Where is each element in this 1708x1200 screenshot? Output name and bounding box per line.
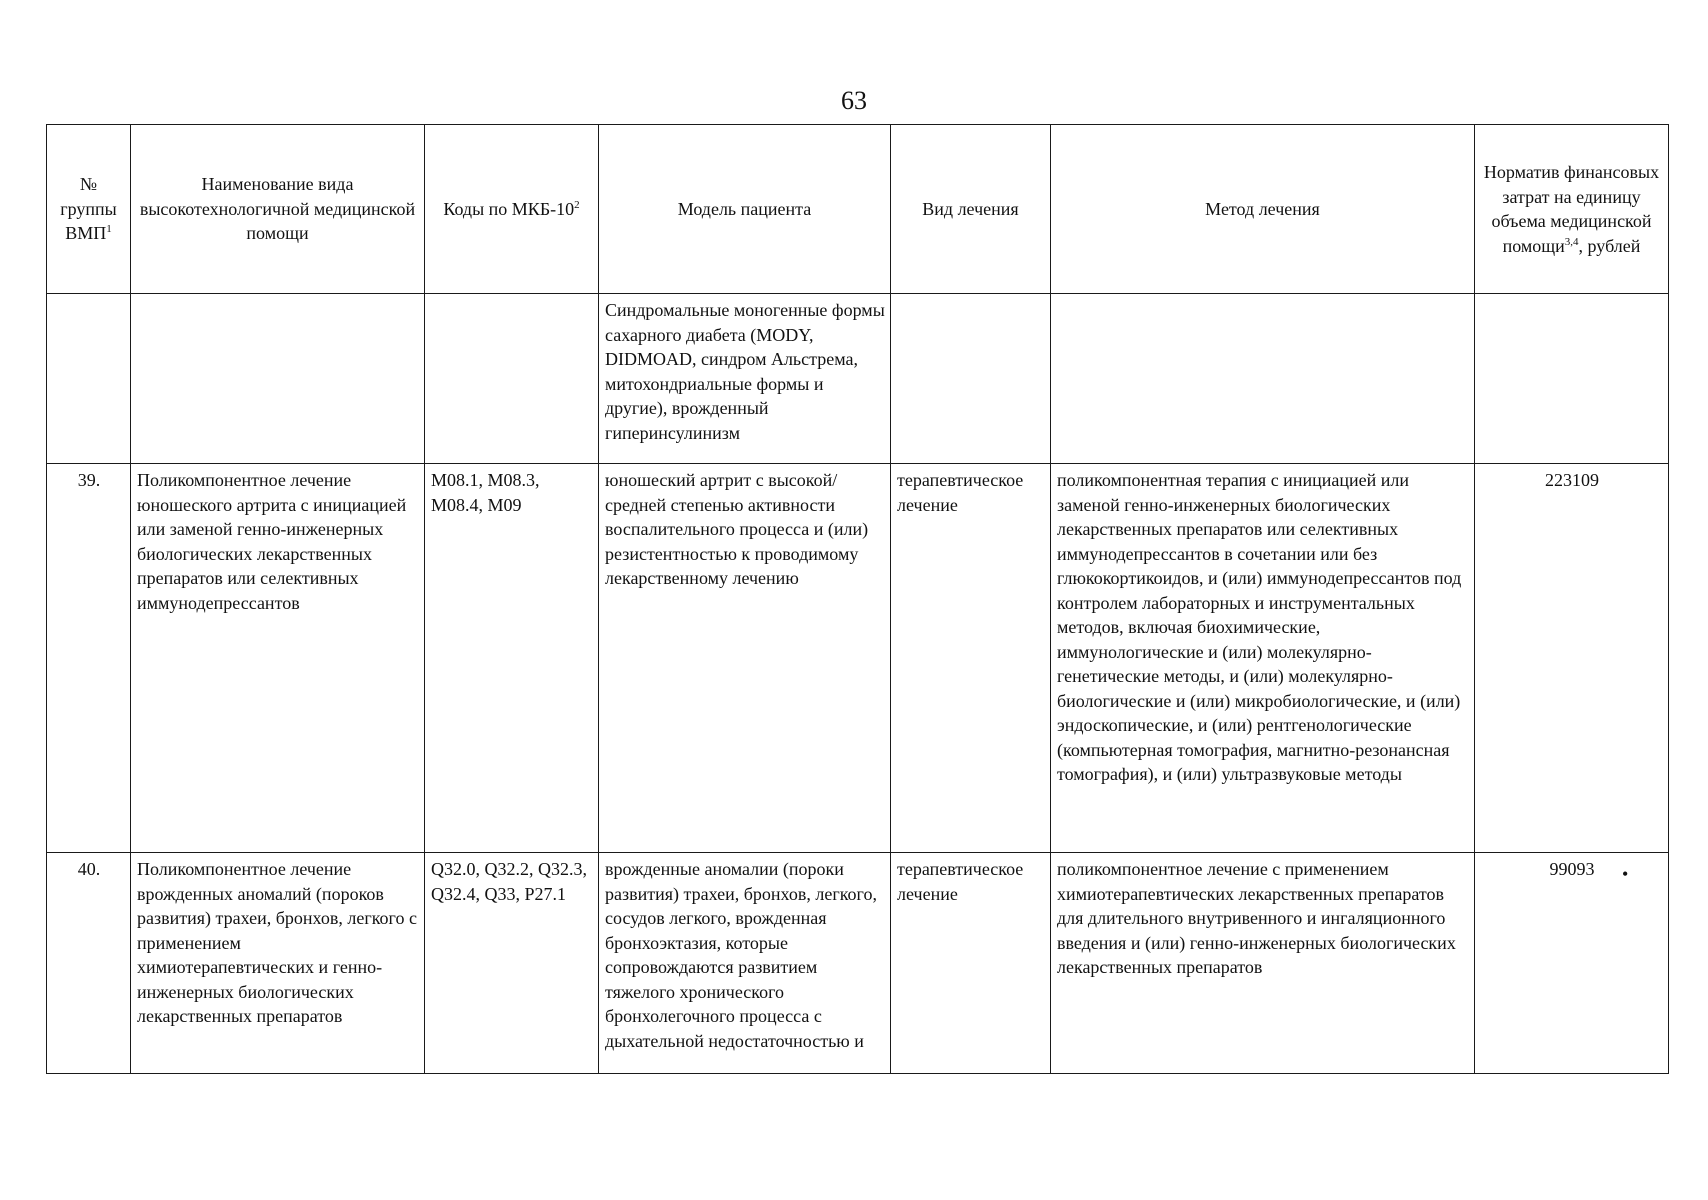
scan-dot-mark: • <box>1622 864 1629 884</box>
cell-icd: M08.1, M08.3, M08.4, M09 <box>425 464 599 853</box>
cell-name: Поликомпонентное лечение врожденных аномалий (пороков развития) трахеи, бронхов, легкого с применением химиотерапевтических и генно-инженерных биологических лекарственных препаратов <box>131 853 425 1074</box>
header-icd: Коды по МКБ-$10^2$ <box>425 125 599 294</box>
table-header-row <box>47 125 1669 294</box>
page-number: 63 <box>841 86 867 115</box>
cell-name <box>131 294 425 464</box>
cell-treatment-type <box>891 294 1051 464</box>
cell-icd <box>425 294 599 464</box>
header-patient-model: Модель пациента <box>599 125 891 294</box>
table-row <box>47 853 1669 1074</box>
cell-patient-model: юношеский артрит с высокой/средней степенью активности воспалительного процесса и (или) резистентностью к проводимому лекарственному лечению <box>599 464 891 853</box>
cell-group-no: 40. <box>47 853 131 1074</box>
cell-treatment-method <box>1051 294 1475 464</box>
cell-norm <box>1475 294 1669 464</box>
table-row <box>47 294 1669 464</box>
cell-norm: 99093 <box>1475 853 1669 1074</box>
cell-group-no: 39. <box>47 464 131 853</box>
header-norm: Норматив финансовых затрат на единицу объема медицинской помощи$^{3,4}$, рублей <box>1475 125 1669 294</box>
header-group-no: № группы ВМП$^1$ <box>47 125 131 294</box>
cell-patient-model: Синдромальные моногенные формы сахарного диабета (MODY, DIDMOAD, синдром Альстрема, митохондриальные формы и другие), врожденный гиперинсулинизм <box>599 294 891 464</box>
cell-treatment-method: поликомпонентная терапия с инициацией или заменой генно-инженерных биологических лекарственных препаратов или селективных иммунодепрессантов в сочетании или без глюкокортикоидов, и (или) иммунодепрессантов под контролем лабораторных и инструментальных методов, включая биохимические, иммунологические и (или) молекулярно-генетические методы, и (или) молекулярно-биологические и (или) микробиологические, и (или) эндоскопические, и (или) рентгенологические (компьютерная томография, магнитно-резонансная томография), и (или) ультразвуковые методы <box>1051 464 1475 853</box>
cell-norm: 223109 <box>1475 464 1669 853</box>
cell-patient-model: врожденные аномалии (пороки развития) трахеи, бронхов, легкого, сосудов легкого, врожденная бронхоэктазия, которые сопровождаются развитием тяжелого хронического бронхолегочного процесса с дыхательной недостаточностью и <box>599 853 891 1074</box>
header-treatment-type: Вид лечения <box>891 125 1051 294</box>
cell-treatment-method: поликомпонентное лечение с применением химиотерапевтических лекарственных препаратов для длительного внутривенного и ингаляционного введения и (или) генно-инженерных биологических лекарственных препаратов <box>1051 853 1475 1074</box>
cell-name: Поликомпонентное лечение юношеского артрита с инициацией или заменой генно-инженерных биологических лекарственных препаратов или селективных иммунодепрессантов <box>131 464 425 853</box>
header-treatment-method: Метод лечения <box>1051 125 1475 294</box>
vmp-table <box>46 124 1669 1074</box>
table-row <box>47 464 1669 853</box>
header-name: Наименование вида высокотехнологичной медицинской помощи <box>131 125 425 294</box>
cell-treatment-type: терапевтическое лечение <box>891 464 1051 853</box>
cell-icd: Q32.0, Q32.2, Q32.3, Q32.4, Q33, P27.1 <box>425 853 599 1074</box>
cell-group-no <box>47 294 131 464</box>
cell-treatment-type: терапевтическое лечение <box>891 853 1051 1074</box>
